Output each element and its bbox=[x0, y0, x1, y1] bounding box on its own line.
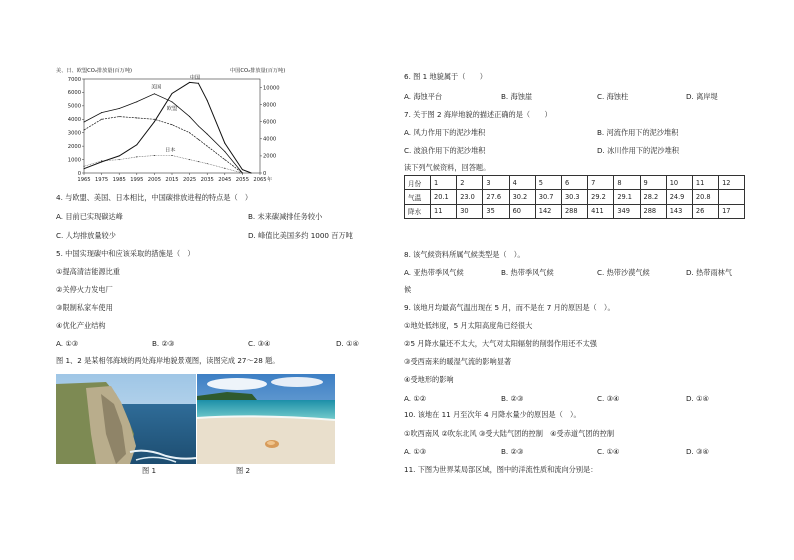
x-tick-label: 2035 bbox=[200, 177, 214, 183]
q4-option-a[interactable]: A. 目前已实现碳达峰 bbox=[56, 212, 123, 221]
x-tick-label: 1975 bbox=[94, 177, 109, 183]
chart-plot bbox=[56, 66, 280, 186]
q9-item-2: ②5 月降水量还不太大，大气对太阳辐射的削弱作用还不太强 bbox=[404, 339, 597, 348]
table-cell: 4 bbox=[509, 176, 535, 190]
data-point-japan bbox=[154, 155, 155, 156]
figure-1-cliff-photo bbox=[56, 374, 196, 464]
x-tick-label: 1965 bbox=[77, 177, 91, 183]
q10-items: ①吹西南风 ②吹东北风 ③受大陆气团的控制 ④受赤道气团的控制 bbox=[404, 429, 615, 438]
table-cell: 143 bbox=[666, 204, 692, 218]
data-point-japan bbox=[84, 166, 85, 167]
q4-option-c[interactable]: C. 人均排放量较少 bbox=[56, 231, 116, 240]
series-line-eu bbox=[84, 117, 242, 173]
x-tick-label: 2065 bbox=[253, 177, 267, 183]
right-tick-label: 8000 bbox=[263, 102, 277, 109]
q6-option-a[interactable]: A. 海蚀平台 bbox=[404, 92, 443, 101]
q6-option-d[interactable]: D. 离岸堤 bbox=[686, 92, 718, 101]
table-cell: 27.6 bbox=[483, 190, 509, 204]
series-line-china bbox=[84, 82, 251, 173]
table-cell: 气温 bbox=[405, 190, 431, 204]
right-tick-label: 6000 bbox=[263, 119, 277, 126]
table-cell: 20.1 bbox=[431, 190, 457, 204]
left-axis-title: 美、日、欧盟CO₂排放量(百万吨) bbox=[56, 68, 133, 74]
q5-option-a[interactable]: A. ①③ bbox=[56, 339, 79, 348]
x-unit-label: 年 bbox=[267, 177, 273, 183]
table-cell: 7 bbox=[588, 176, 614, 190]
q6-stem: 6. 图 1 地貌属于（ ） bbox=[404, 72, 487, 81]
table-cell: 30.2 bbox=[509, 190, 535, 204]
table-row-temperature bbox=[405, 190, 745, 204]
q5-item-4: ④优化产业结构 bbox=[56, 321, 106, 330]
data-point-china bbox=[119, 155, 120, 156]
table-cell: 30 bbox=[457, 204, 483, 218]
x-tick-label: 2005 bbox=[147, 177, 162, 183]
climate-intro: 读下列气候资料，回答题。 bbox=[404, 163, 491, 172]
q4-stem: 4. 与欧盟、美国、日本相比，中国碳排放进程的特点是（ ） bbox=[56, 193, 253, 202]
x-tick-label: 2055 bbox=[235, 177, 250, 183]
data-point-china bbox=[242, 169, 243, 170]
data-point-us bbox=[198, 126, 199, 127]
data-point-japan bbox=[207, 163, 208, 164]
table-cell: 30.3 bbox=[561, 190, 587, 204]
q10-option-b[interactable]: B. ②③ bbox=[501, 447, 524, 456]
data-point-japan bbox=[136, 156, 137, 157]
left-tick-label: 3000 bbox=[67, 130, 81, 137]
left-tick-label: 1000 bbox=[67, 157, 81, 164]
data-point-eu bbox=[224, 159, 225, 160]
q9-item-4: ④受地形的影响 bbox=[404, 375, 454, 384]
data-point-china bbox=[224, 143, 225, 144]
data-point-us bbox=[101, 112, 102, 113]
data-point-eu bbox=[84, 130, 85, 131]
q8-option-d-wrap: 候 bbox=[404, 285, 412, 294]
data-point-japan bbox=[189, 159, 190, 160]
series-line-us bbox=[84, 94, 242, 173]
right-tick-label: 2000 bbox=[263, 153, 277, 160]
q5-stem: 5. 中国实现碳中和应该采取的措施是（ ） bbox=[56, 249, 195, 258]
table-cell: 1 bbox=[431, 176, 457, 190]
table-cell: 24.9 bbox=[666, 190, 692, 204]
q5-option-b[interactable]: B. ②③ bbox=[152, 339, 175, 348]
left-tick-label: 0 bbox=[77, 170, 81, 177]
q7-option-a[interactable]: A. 风力作用下的泥沙堆积 bbox=[404, 128, 486, 137]
q7-stem: 7. 关于图 2 海岸地貌的描述正确的是（ ） bbox=[404, 110, 552, 119]
data-point-china bbox=[198, 83, 199, 84]
table-cell: 29.1 bbox=[614, 190, 640, 204]
table-row-month bbox=[405, 176, 745, 190]
table-cell: 降水 bbox=[405, 204, 431, 218]
data-point-us bbox=[207, 134, 208, 135]
q6-option-c[interactable]: C. 海蚀柱 bbox=[597, 92, 629, 101]
data-point-us bbox=[84, 121, 85, 122]
left-tick-label: 4000 bbox=[67, 117, 81, 124]
table-cell bbox=[719, 190, 745, 204]
right-axis-title: 中国CO₂排放量(百万吨) bbox=[230, 68, 286, 74]
data-point-japan bbox=[172, 155, 173, 156]
q4-option-d[interactable]: D. 峰值比美国多约 1000 百万吨 bbox=[248, 231, 353, 240]
q9-item-3: ③受西南来的暖湿气流的影响显著 bbox=[404, 357, 512, 366]
data-point-china bbox=[101, 161, 102, 162]
right-tick-label: 0 bbox=[263, 170, 267, 177]
data-point-eu bbox=[154, 119, 155, 120]
figure-2-beach-photo bbox=[197, 374, 335, 464]
series-label-eu: 欧盟 bbox=[166, 105, 178, 112]
figure-2-caption: 图 2 bbox=[236, 466, 251, 475]
x-tick-label: 2025 bbox=[182, 177, 197, 183]
q11-stem: 11. 下图为世界某局部区域，图中的洋流性质和流向分别是： bbox=[404, 465, 598, 474]
data-point-eu bbox=[101, 119, 102, 120]
q5-option-c[interactable]: C. ③④ bbox=[248, 339, 271, 348]
left-tick-label: 2000 bbox=[67, 143, 81, 150]
table-cell: 30.7 bbox=[535, 190, 561, 204]
table-cell: 29.2 bbox=[588, 190, 614, 204]
table-cell: 35 bbox=[483, 204, 509, 218]
figure-1-caption: 图 1 bbox=[142, 466, 157, 475]
data-point-china bbox=[251, 173, 252, 174]
q9-option-d[interactable]: D. ①④ bbox=[686, 394, 709, 403]
table-cell: 349 bbox=[614, 204, 640, 218]
q10-option-a[interactable]: A. ①③ bbox=[404, 447, 427, 456]
right-tick-label: 4000 bbox=[263, 136, 277, 143]
table-cell: 8 bbox=[614, 176, 640, 190]
data-point-china bbox=[207, 100, 208, 101]
table-cell: 26 bbox=[692, 204, 718, 218]
q7-option-d[interactable]: D. 冰川作用下的泥沙堆积 bbox=[597, 146, 679, 155]
q9-option-c[interactable]: C. ③④ bbox=[597, 394, 620, 403]
data-point-eu bbox=[198, 139, 199, 140]
data-point-us bbox=[189, 116, 190, 117]
q9-item-1: ①地处低纬度，5 月太阳高度角已经很大 bbox=[404, 321, 533, 330]
table-cell: 20.8 bbox=[692, 190, 718, 204]
series-label-china: 中国 bbox=[189, 75, 201, 81]
table-cell: 12 bbox=[719, 176, 745, 190]
q7-option-c[interactable]: C. 波浪作用下的泥沙堆积 bbox=[404, 146, 486, 155]
q4-option-b[interactable]: B. 未来碳减排任务较小 bbox=[248, 212, 323, 221]
q8-option-b[interactable]: B. 热带季风气候 bbox=[501, 268, 554, 277]
data-point-us bbox=[224, 151, 225, 152]
climate-table bbox=[404, 175, 745, 219]
table-cell: 28.2 bbox=[640, 190, 666, 204]
q5-item-2: ②关停火力发电厂 bbox=[56, 285, 113, 294]
table-cell: 6 bbox=[561, 176, 587, 190]
data-point-china bbox=[189, 82, 190, 83]
data-point-eu bbox=[136, 117, 137, 118]
x-tick-label: 1995 bbox=[130, 177, 144, 183]
q5-item-1: ①提高清洁能源比重 bbox=[56, 267, 120, 276]
q8-option-a[interactable]: A. 亚热带季风气候 bbox=[404, 268, 464, 277]
q10-stem: 10. 该地在 11 月至次年 4 月降水量少的原因是（ ）。 bbox=[404, 410, 581, 419]
q10-option-c[interactable]: C. ①④ bbox=[597, 447, 620, 456]
figure-intro: 图 1、2 是某相邻海域的两处海岸地貌景观图，读图完成 27～28 题。 bbox=[56, 356, 280, 365]
q5-option-d[interactable]: D. ①④ bbox=[336, 339, 359, 348]
q7-option-b[interactable]: B. 河流作用下的泥沙堆积 bbox=[597, 128, 679, 137]
q9-stem: 9. 该地月均最高气温出现在 5 月，而不是在 7 月的原因是（ ）。 bbox=[404, 303, 615, 312]
table-cell: 17 bbox=[719, 204, 745, 218]
table-cell: 5 bbox=[535, 176, 561, 190]
right-tick-label: 10000 bbox=[263, 85, 280, 92]
data-point-us bbox=[154, 93, 155, 94]
table-cell: 11 bbox=[431, 204, 457, 218]
table-cell: 288 bbox=[561, 204, 587, 218]
x-tick-label: 1985 bbox=[112, 177, 126, 183]
q8-option-d[interactable]: D. 热带雨林气 bbox=[686, 268, 733, 277]
table-cell: 142 bbox=[535, 204, 561, 218]
data-point-china bbox=[84, 168, 85, 169]
data-point-japan bbox=[224, 168, 225, 169]
q8-stem: 8. 该气候资料所属气候类型是（ ）。 bbox=[404, 250, 525, 259]
table-cell: 2 bbox=[457, 176, 483, 190]
table-cell: 60 bbox=[509, 204, 535, 218]
table-cell: 月份 bbox=[405, 176, 431, 190]
left-tick-label: 6000 bbox=[67, 90, 81, 97]
table-cell: 411 bbox=[588, 204, 614, 218]
x-tick-label: 2015 bbox=[165, 177, 179, 183]
data-point-us bbox=[136, 101, 137, 102]
table-cell: 9 bbox=[640, 176, 666, 190]
data-point-eu bbox=[189, 132, 190, 133]
q9-option-b[interactable]: B. ②③ bbox=[501, 394, 524, 403]
data-point-eu bbox=[172, 124, 173, 125]
table-cell: 3 bbox=[483, 176, 509, 190]
data-point-japan bbox=[198, 161, 199, 162]
data-point-eu bbox=[119, 116, 120, 117]
q5-item-3: ③限制私家车使用 bbox=[56, 303, 113, 312]
table-cell: 11 bbox=[692, 176, 718, 190]
data-point-china bbox=[154, 121, 155, 122]
co2-chart bbox=[56, 66, 286, 186]
data-point-us bbox=[119, 108, 120, 109]
table-cell: 288 bbox=[640, 204, 666, 218]
data-point-eu bbox=[207, 146, 208, 147]
data-point-japan bbox=[119, 159, 120, 160]
q8-option-c[interactable]: C. 热带沙漠气候 bbox=[597, 268, 650, 277]
q10-option-d[interactable]: D. ③④ bbox=[686, 447, 709, 456]
q9-option-a[interactable]: A. ①② bbox=[404, 394, 427, 403]
data-point-japan bbox=[242, 173, 243, 174]
q6-option-b[interactable]: B. 海蚀崖 bbox=[501, 92, 533, 101]
left-tick-label: 7000 bbox=[67, 76, 81, 83]
table-cell: 10 bbox=[666, 176, 692, 190]
left-tick-label: 5000 bbox=[67, 103, 81, 110]
series-label-japan: 日本 bbox=[165, 147, 176, 154]
data-point-china bbox=[172, 93, 173, 94]
x-tick-label: 2045 bbox=[218, 177, 232, 183]
data-point-china bbox=[136, 144, 137, 145]
table-cell: 23.0 bbox=[457, 190, 483, 204]
series-label-us: 美国 bbox=[150, 84, 162, 91]
series-line-japan bbox=[84, 156, 242, 174]
table-row-precipitation bbox=[405, 204, 745, 218]
data-point-us bbox=[172, 101, 173, 102]
